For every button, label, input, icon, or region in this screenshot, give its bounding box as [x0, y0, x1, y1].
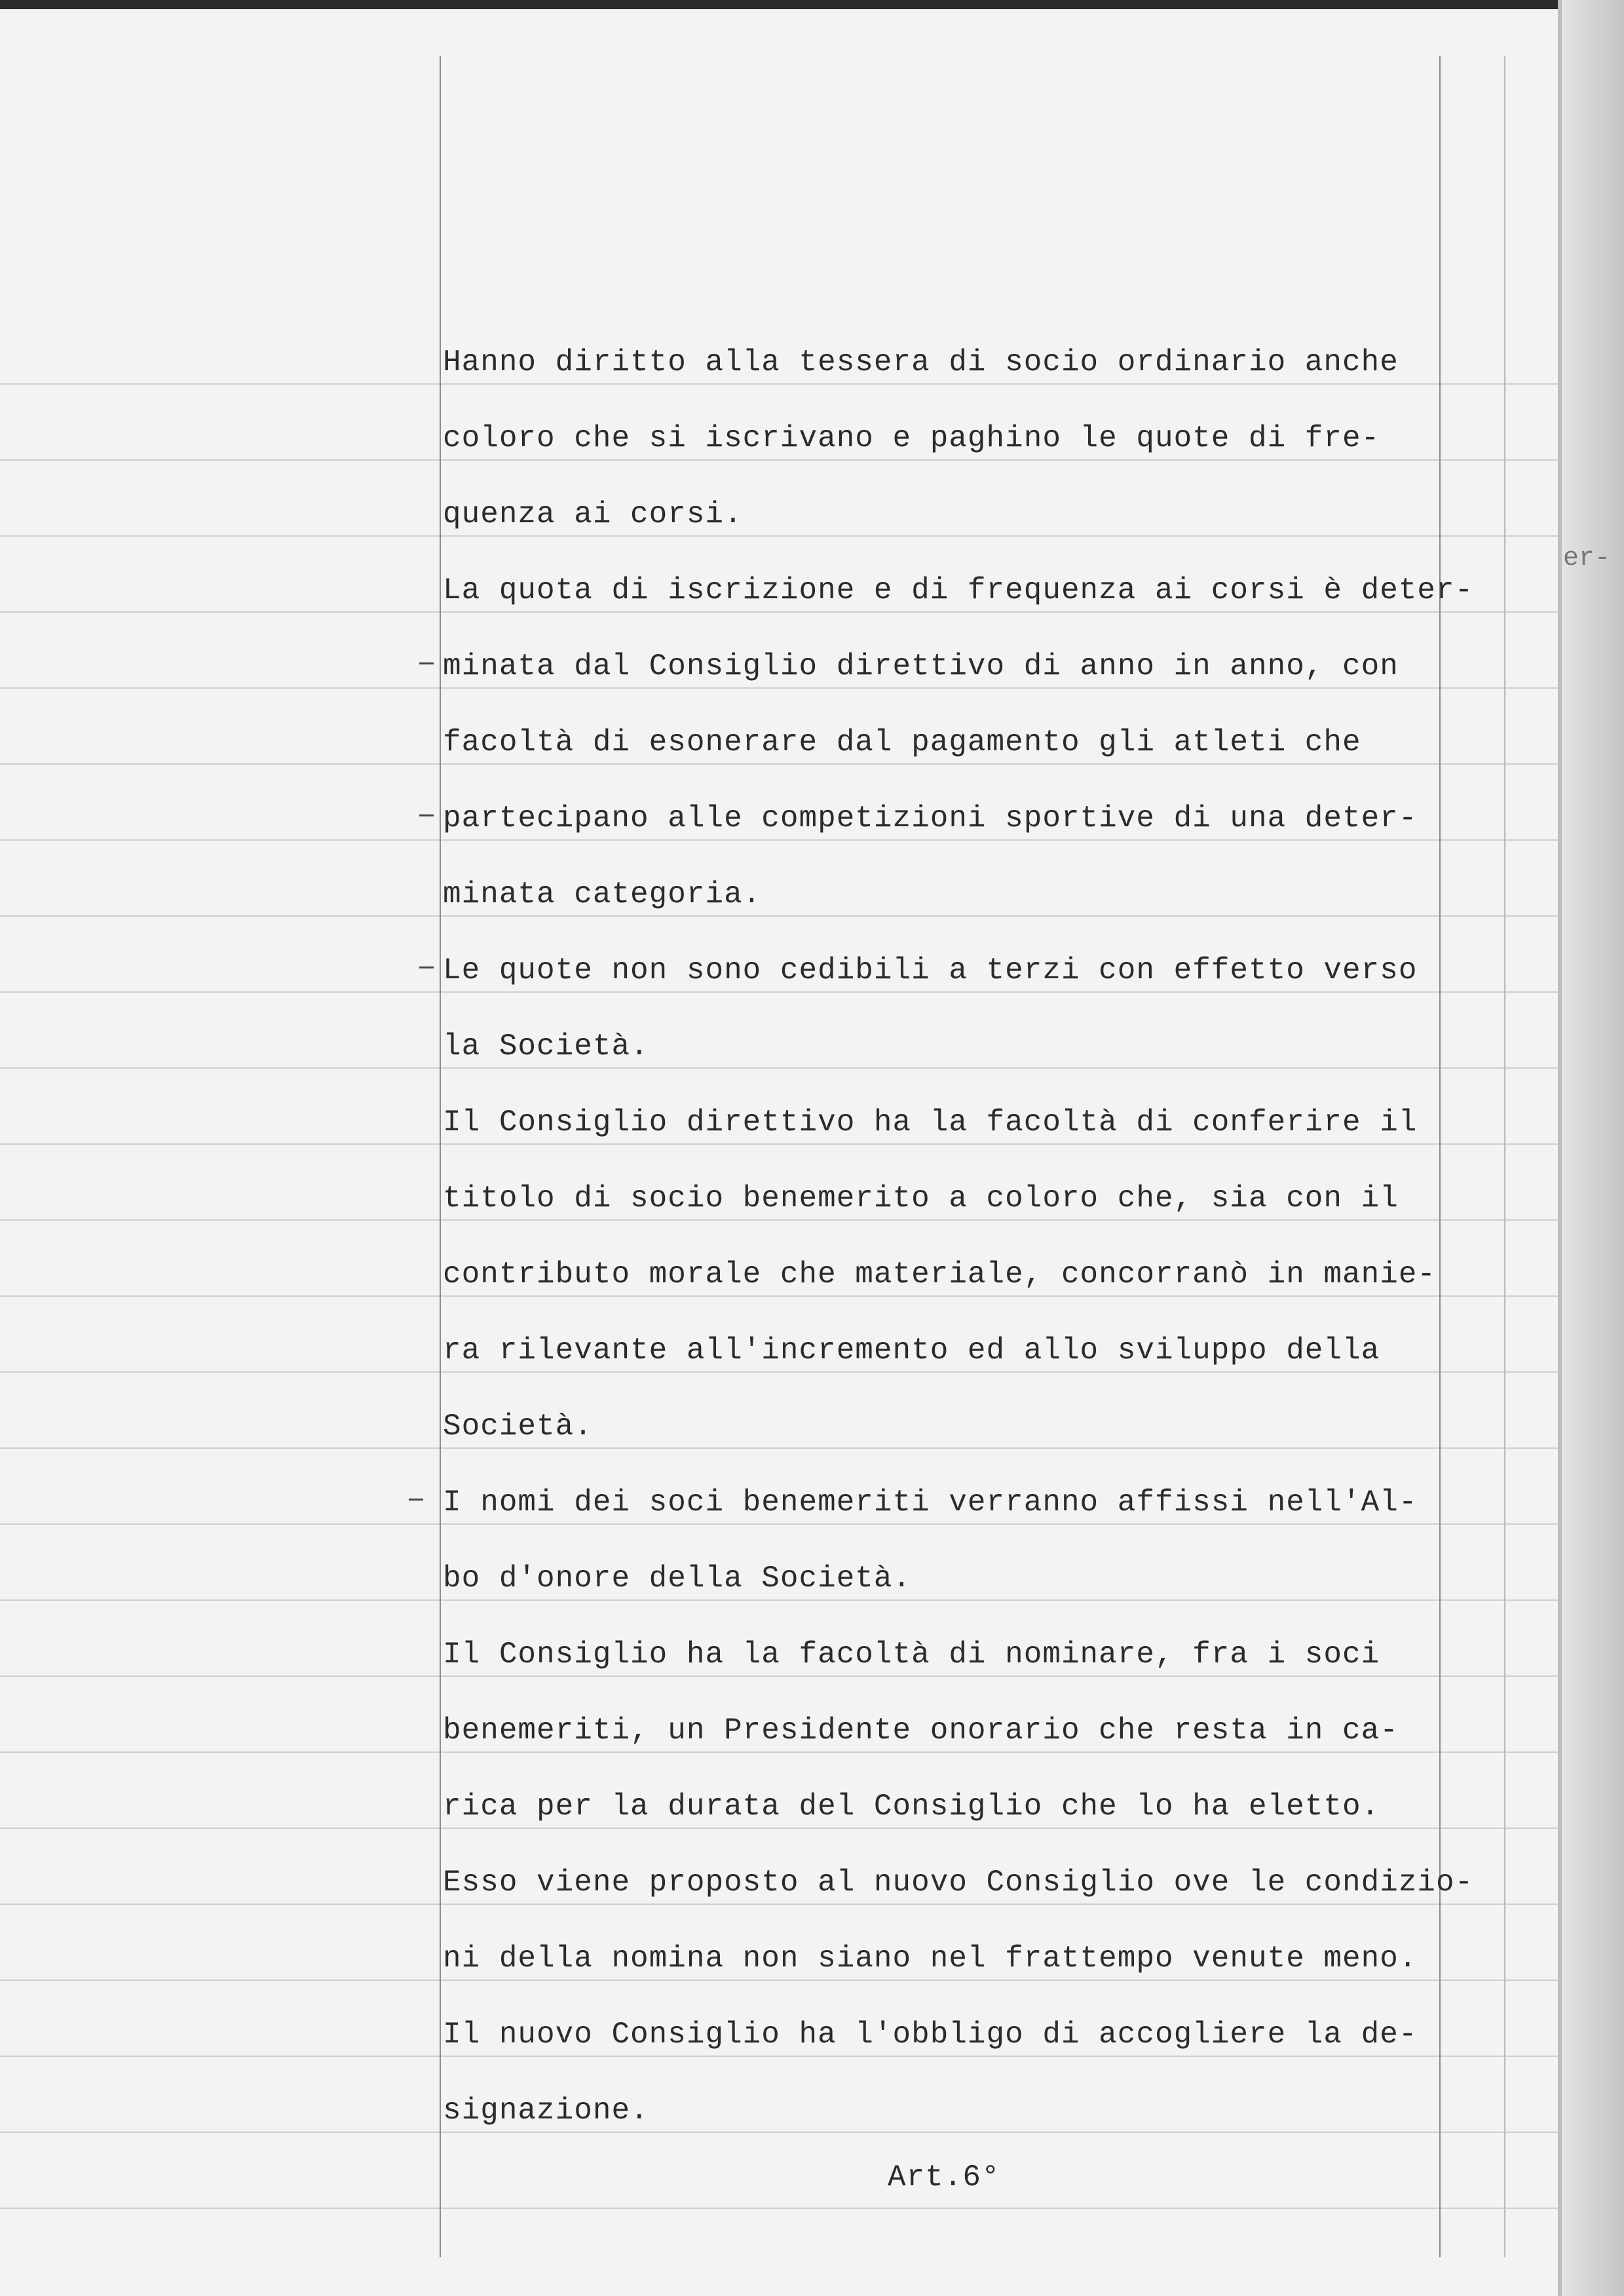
text-line: Hanno diritto alla tessera di socio ordinario anche [443, 345, 1399, 379]
text-line: Le quote non sono cedibili a terzi con effetto verso [443, 953, 1418, 987]
text-line: Il Consiglio ha la facoltà di nominare, fra i soci [443, 1637, 1380, 1672]
adjacent-page-shadow [1562, 0, 1624, 2296]
margin-dash [419, 814, 434, 816]
typewritten-body [443, 324, 1557, 2149]
text-line: rica per la durata del Consiglio che lo ha eletto. [443, 1789, 1380, 1824]
text-line: minata dal Consiglio direttivo di anno in anno, con [443, 649, 1399, 683]
text-line: quenza ai corsi. [443, 497, 743, 531]
text-line: benemeriti, un Presidente onorario che resta in ca- [443, 1713, 1399, 1748]
text-line: bo d'onore della Società. [443, 1561, 912, 1596]
text-line: Il Consiglio direttivo ha la facoltà di conferire il [443, 1105, 1418, 1139]
margin-dash [409, 1499, 423, 1501]
text-line: facoltà di esonerare dal pagamento gli atleti che [443, 725, 1361, 759]
text-line: Società. [443, 1409, 593, 1444]
text-line: La quota di iscrizione e di frequenza ai corsi è deter- [443, 573, 1474, 607]
text-line: contributo morale che materiale, concorranò in manie- [443, 1257, 1437, 1292]
ruled-line [0, 2208, 1624, 2209]
text-line: minata categoria. [443, 877, 762, 911]
text-line: partecipano alle competizioni sportive di una deter- [443, 801, 1418, 835]
bleed-through-margin-note: er- [1563, 544, 1611, 573]
text-line: titolo di socio benemerito a coloro che, sia con il [443, 1181, 1399, 1215]
margin-dash [419, 966, 434, 968]
text-line: ni della nomina non siano nel frattempo venute meno. [443, 1942, 1418, 1976]
text-line: signazione. [443, 2094, 649, 2128]
text-line: Esso viene proposto al nuovo Consiglio ove le condizio- [443, 1866, 1474, 1900]
text-line: I nomi dei soci benemeriti verranno affissi nell'Al- [443, 1485, 1418, 1520]
margin-dash [419, 662, 434, 664]
left-margin-rule [440, 56, 441, 2257]
text-line: la Società. [443, 1029, 649, 1063]
text-line: Il nuovo Consiglio ha l'obbligo di accogliere la de- [443, 2018, 1418, 2052]
page-top-edge [0, 0, 1624, 9]
article-heading: Art.6° [888, 2160, 1000, 2194]
text-line: coloro che si iscrivano e paghino le quote di fre- [443, 421, 1380, 455]
text-line: ra rilevante all'incremento ed allo sviluppo della [443, 1333, 1380, 1368]
